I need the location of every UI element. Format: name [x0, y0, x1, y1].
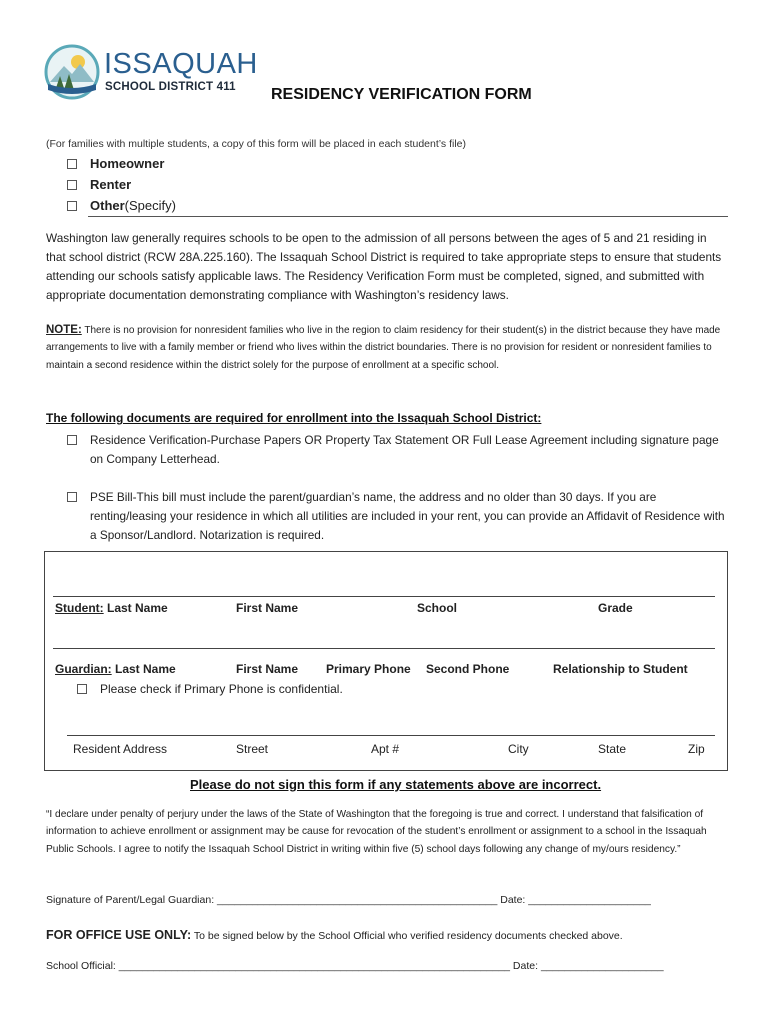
- school-official-line[interactable]: School Official: ___________________________________________________________________ Date: _____________________: [46, 960, 664, 972]
- logo-subtitle: SCHOOL DISTRICT 411: [105, 81, 236, 93]
- declaration-paragraph: “I declare under penalty of perjury under the laws of the State of Washington that the foregoing is true and correct. I understand that falsification of information to achieve enrollment or assignment may be cause for revocation of the student’s enrollment or assignment to a school in the Issaquah Public Schools. I agree to notify the Issaquah School District in writing within five (5) school days following any change of my/ours residency.”: [46, 809, 707, 855]
- note-lead: NOTE:: [46, 324, 82, 336]
- option-label: Renter: [90, 177, 132, 192]
- guardian-entry-line[interactable]: [53, 648, 715, 649]
- school-label: School: [417, 601, 458, 615]
- option-label: Homeowner: [90, 156, 165, 171]
- logo-wordmark: ISSAQUAH: [104, 48, 258, 80]
- checkbox[interactable]: [67, 201, 77, 211]
- law-paragraph: Washington law generally requires schools to be open to the admission of all persons between the ages of 5 and 21 residing in that school district (RCW 28A.225.160). The Issaquah School District is required to take appropriate steps to ensure that students attending our schools satisfy applicable laws. The Residency Verification Form must be completed, signed, and submitted with appropriate documentation demonstrating compliance with Washington’s residency laws.: [46, 231, 722, 302]
- student-last-name-label: Student: Last Name: [55, 601, 168, 615]
- option-homeowner[interactable]: [67, 156, 164, 171]
- other-specify-line[interactable]: [88, 216, 728, 217]
- note-paragraph: [46, 322, 726, 374]
- required-doc-text: Residence Verification-Purchase Papers OR Property Tax Statement OR Full Lease Agreement including signature page on Company Letterhead.: [90, 433, 719, 466]
- option-label: Other: [90, 198, 125, 213]
- district-logo: [44, 44, 258, 100]
- student-info-box: [44, 551, 728, 771]
- state-label: State: [598, 742, 627, 756]
- checkbox[interactable]: [77, 684, 87, 694]
- confidential-phone-label: Please check if Primary Phone is confidential.: [100, 682, 343, 696]
- option-other[interactable]: [67, 198, 176, 213]
- office-use-text: To be signed below by the School Official who verified residency documents checked above.: [191, 930, 623, 942]
- checkbox[interactable]: [67, 492, 77, 502]
- checkbox[interactable]: [67, 180, 77, 190]
- note-text: There is no provision for nonresident families who live in the region to claim residency for their student(s) in the district because they have made arrangements to live with a family member or friend who lives within the district boundaries. There is no provision for resident or nonresident families to maintain a second residence within the district solely for the purpose of enrollment at a specific school.: [46, 325, 721, 371]
- form-title: RESIDENCY VERIFICATION FORM: [271, 86, 532, 103]
- office-use-lead: FOR OFFICE USE ONLY:: [46, 928, 192, 942]
- apt-label: Apt #: [371, 742, 400, 756]
- required-doc-item[interactable]: [67, 431, 727, 469]
- student-entry-line[interactable]: [53, 596, 715, 597]
- office-use-note: [46, 928, 623, 942]
- option-suffix: (Specify): [124, 198, 176, 213]
- mountain-logo-icon: [44, 44, 100, 100]
- second-phone-label: Second Phone: [426, 662, 510, 676]
- guardian-first-name-label: First Name: [236, 662, 299, 676]
- required-doc-item[interactable]: [67, 488, 727, 545]
- checkbox[interactable]: [67, 435, 77, 445]
- zip-label: Zip: [688, 742, 705, 756]
- city-label: City: [508, 742, 529, 756]
- address-entry-line[interactable]: [67, 735, 715, 736]
- required-doc-text: PSE Bill-This bill must include the parent/guardian’s name, the address and no older than 30 days. If you are renting/leasing your residence in which all utilities are included in your rent, you can provide an Affidavit of Residence with a Sponsor/Landlord. Notarization is required.: [90, 490, 725, 542]
- resident-address-label: Resident Address: [73, 742, 168, 756]
- grade-label: Grade: [598, 601, 633, 615]
- street-label: Street: [236, 742, 269, 756]
- student-first-name-label: First Name: [236, 601, 299, 615]
- intro-note: (For families with multiple students, a copy of this form will be placed in each student’s file): [46, 138, 466, 150]
- relationship-label: Relationship to Student: [553, 662, 688, 676]
- do-not-sign-warning: Please do not sign this form if any statements above are incorrect.: [190, 777, 602, 792]
- required-docs-heading: The following documents are required for enrollment into the Issaquah School District:: [46, 411, 542, 425]
- option-renter[interactable]: [67, 177, 131, 192]
- primary-phone-label: Primary Phone: [326, 662, 411, 676]
- checkbox[interactable]: [67, 159, 77, 169]
- confidential-phone-option[interactable]: [77, 682, 343, 696]
- signature-line[interactable]: Signature of Parent/Legal Guardian: ________________________________________________ Date: _____________________: [46, 894, 651, 906]
- guardian-last-name-label: Guardian: Last Name: [55, 662, 176, 676]
